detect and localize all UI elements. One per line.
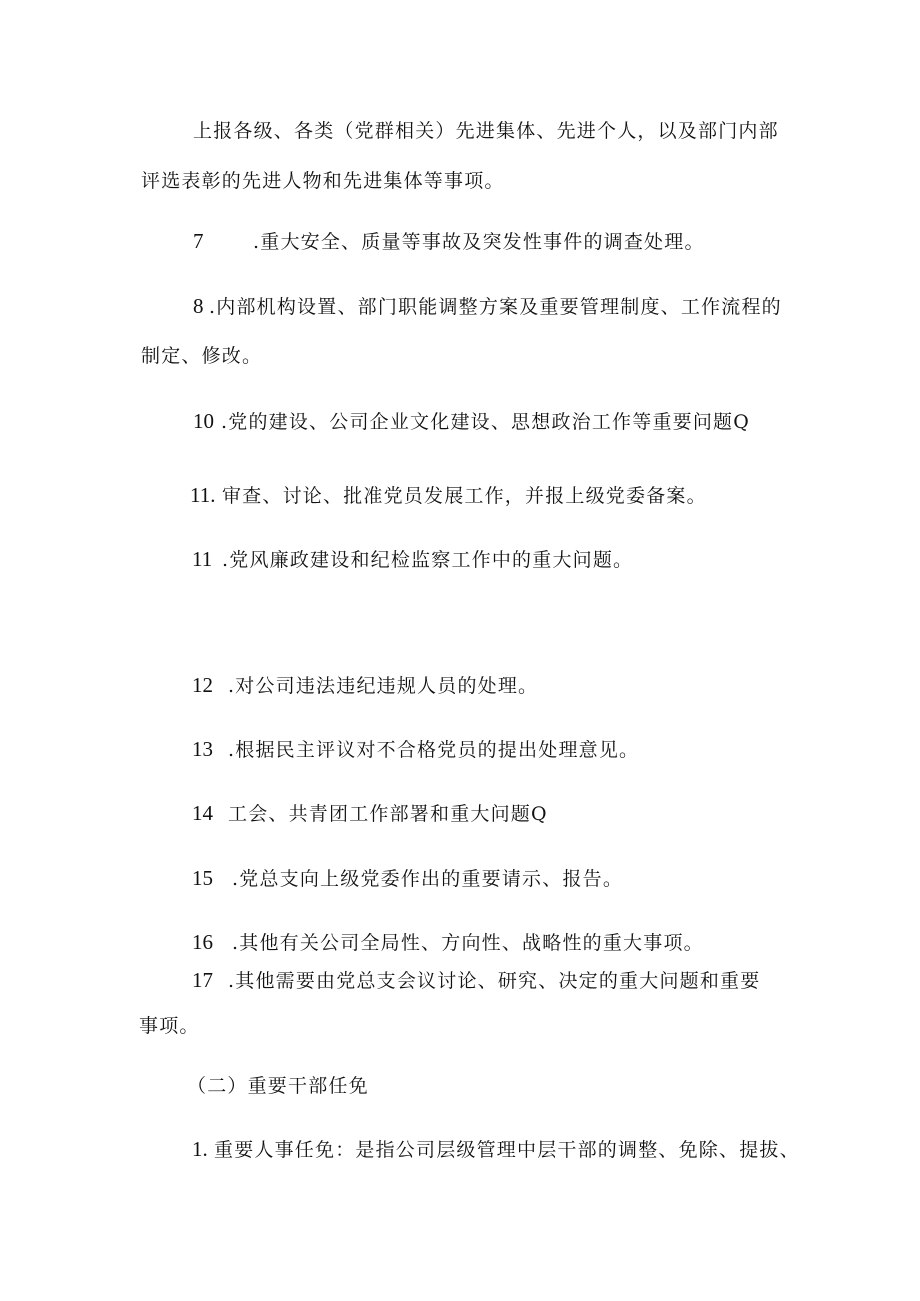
item-number: 13	[192, 737, 213, 761]
item-text: .根据民主评议对不合格党员的提出处理意见。	[228, 739, 640, 761]
item-text: .党风廉政建设和纪检监察工作中的重大问题。	[222, 549, 634, 571]
item-text: .党的建设、公司企业文化建设、思想政治工作等重要问题Q	[221, 411, 751, 433]
list-item	[192, 1136, 800, 1163]
item-text: .其他有关公司全局性、方向性、战略性的重大事项。	[232, 932, 704, 954]
list-item	[193, 228, 705, 255]
list-item	[192, 800, 548, 827]
item-text: .内部机构设置、部门职能调整方案及重要管理制度、工作流程的	[209, 296, 782, 318]
item-text: .党总支向上级党委作出的重要请示、报告。	[232, 868, 624, 890]
list-item	[190, 482, 707, 509]
list-item	[192, 546, 633, 573]
paragraph-line: 事项。	[139, 1015, 200, 1037]
paragraph-line: 制定、修改。	[141, 345, 263, 367]
item-number: 17	[192, 968, 213, 992]
list-item	[192, 967, 760, 994]
item-number: 12	[192, 673, 213, 697]
list-item	[193, 408, 750, 435]
paragraph-line: 上报各级、各类（党群相关）先进集体、先进个人，以及部门内部	[193, 120, 779, 142]
item-text: 工会、共青团工作部署和重大问题Q	[228, 803, 548, 825]
list-item	[192, 672, 538, 699]
item-number: 8	[193, 294, 204, 318]
item-text: 审查、讨论、批准党员发展工作，并报上级党委备案。	[222, 485, 707, 507]
item-number: 16	[192, 930, 213, 954]
item-number: 7	[193, 229, 204, 253]
list-item	[192, 736, 639, 763]
item-number: 11.	[190, 483, 216, 507]
section-heading: （二）重要干部任免	[187, 1075, 369, 1097]
item-number: 15	[192, 866, 213, 890]
item-text: .对公司违法违纪违规人员的处理。	[228, 675, 539, 697]
item-number: 10	[193, 409, 214, 433]
item-number: 1.	[192, 1137, 208, 1161]
paragraph-line: 评选表彰的先进人物和先进集体等事项。	[141, 170, 505, 192]
item-text: 重要人事任免：是指公司层级管理中层干部的调整、免除、提拔、	[214, 1139, 800, 1161]
item-number: 14	[192, 801, 213, 825]
list-item	[192, 929, 704, 956]
list-item	[193, 293, 782, 320]
item-number: 11	[192, 547, 213, 571]
item-text: .其他需要由党总支会议讨论、研究、决定的重大问题和重要	[228, 970, 761, 992]
item-text: .重大安全、质量等事故及突发性事件的调查处理。	[253, 231, 705, 253]
list-item	[192, 865, 623, 892]
